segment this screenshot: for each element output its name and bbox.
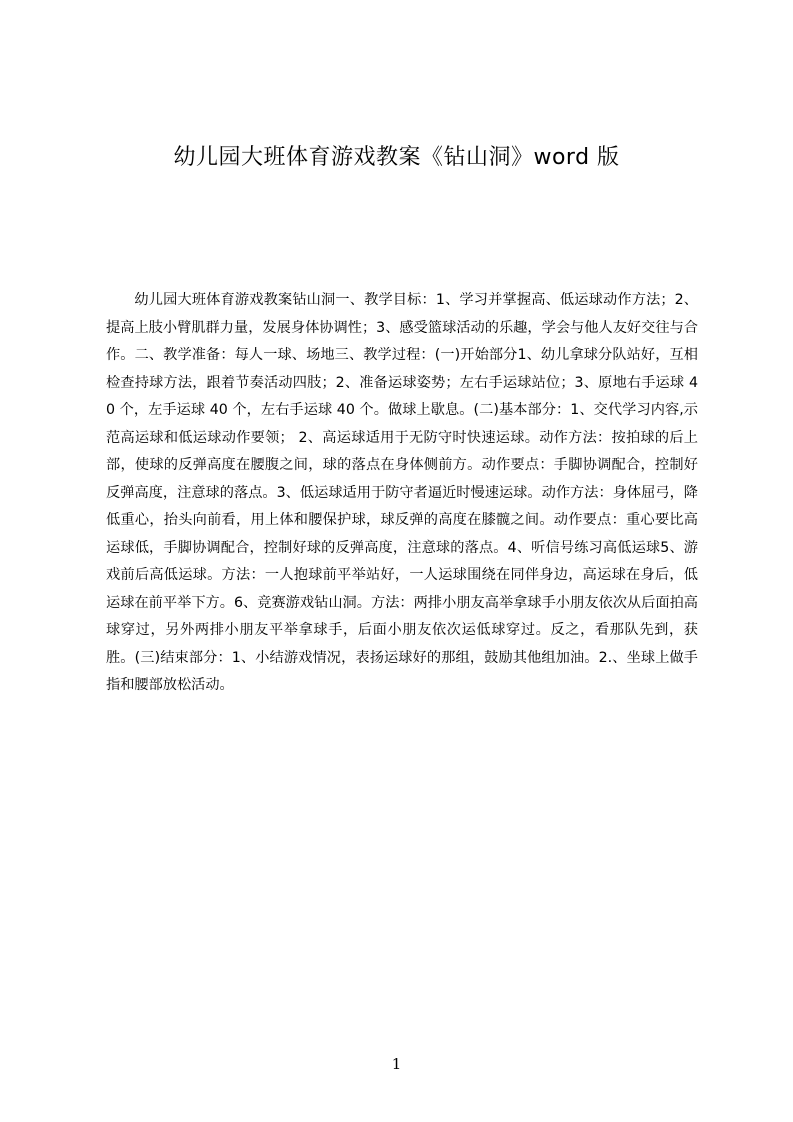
document-title: 幼儿园大班体育游戏教案《钻山洞》word 版 (173, 145, 620, 170)
document-body-paragraph: 幼儿园大班体育游戏教案钻山洞一、教学目标：1、学习并掌握高、低运球动作方法；2、提高上肢小臂肌群力量，发展身体协调性；3、感受篮球活动的乐趣，学会与他人友好交往与合作。二、教学准备：每人一球、场地三、教学过程：(一)开始部分1、幼儿拿球分队站好，互相检查持球方法，跟着节奏活动四肢；2、准备运球姿势；左右手运球站位；3、原地右手运球 40 个，左手运球 40 个，左右手运球 40 个。做球上歇息。(二)基本部分：1、交代学习内容,示范高运球和低运球动作要领； 2、高运球适用于无防守时快速运球。动作方法：按拍球的后上部，使球的反弹高度在腰腹之间，球的落点在身体侧前方。动作要点：手脚协调配合，控制好反弹高度，注意球的落点。3、低运球适用于防守者逼近时慢速运球。动作方法：身体屈弓，降低重心，抬头向前看，用上体和腰保护球，球反弹的高度在膝髋之间。动作要点：重心要比高运球低，手脚协调配合，控制好球的反弹高度，注意球的落点。4、听信号练习高低运球5、游戏前后高低运球。方法：一人抱球前平举站好，一人运球围绕在同伴身边，高运球在身后，低运球在前平举下方。6、竞赛游戏钻山洞。方法：两排小朋友高举拿球手小朋友依次从后面拍高球穿过，另外两排小朋友平举拿球手，后面小朋友依次运低球穿过。反之，看那队先到，获胜。(三)结束部分：1、小结游戏情况，表扬运球好的那组，鼓励其他组加油。2.、坐球上做手指和腰部放松活动。 (106, 292, 698, 693)
page-number: 1 (391, 1055, 402, 1073)
